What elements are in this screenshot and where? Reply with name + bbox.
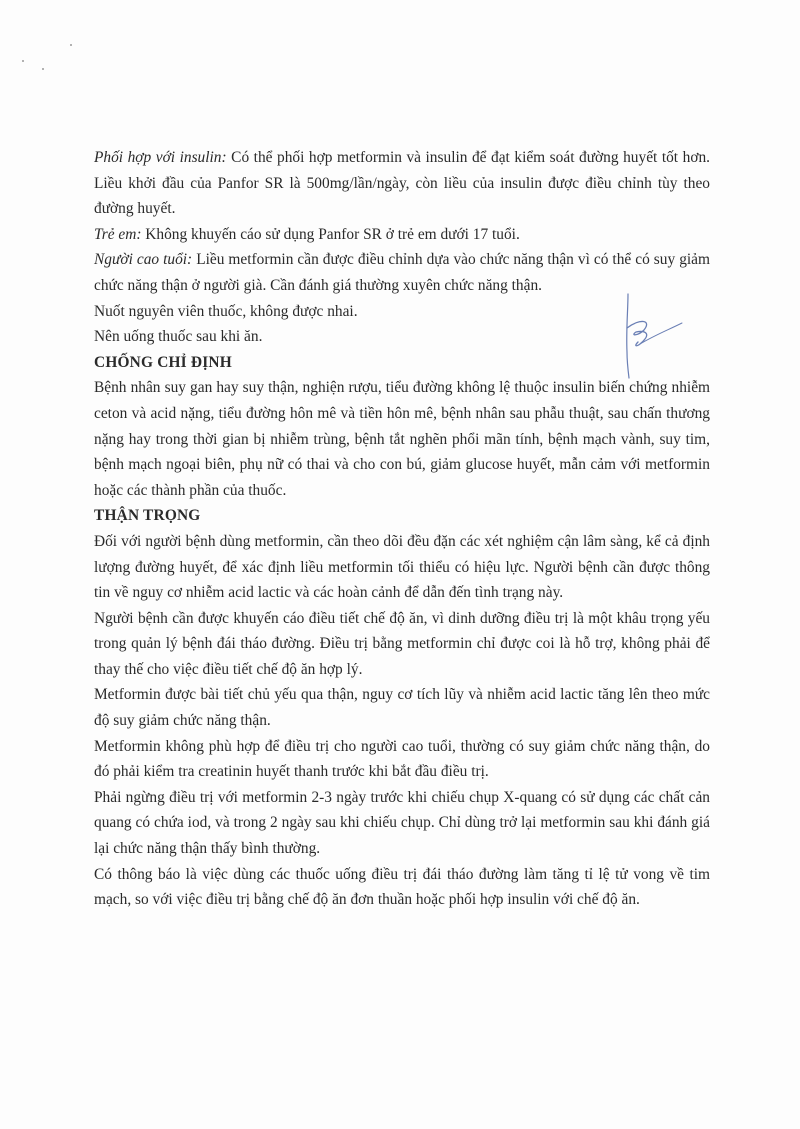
paragraph-after-meal: Nên uống thuốc sau khi ăn. (94, 328, 263, 346)
paragraph-text: Không khuyến cáo sử dụng Panfor SR ở trẻ em dưới 17 tuổi. (141, 225, 520, 243)
document-body (94, 145, 710, 913)
paragraph-insulin (94, 145, 710, 222)
paragraph-text: Liều metformin cần được điều chỉnh dựa vào chức năng thận vì có thể có suy giảm chức năng thận ở người già. Cần đánh giá thường xuyên chức năng thận. (94, 251, 710, 294)
paragraph-precaution: Đối với người bệnh dùng metformin, cần theo dõi đều đặn các xét nghiệm cận lâm sàng, kể cả định lượng đường huyết, để xác định liều metformin tối thiểu có hiệu lực. Người bệnh cần được thông tin về nguy cơ nhiễm acid lactic và các hoàn cảnh để dẫn đến tình trạng này. (94, 532, 710, 602)
scan-speck (42, 68, 44, 70)
paragraph-label: Trẻ em: (94, 225, 142, 243)
paragraph-precaution: Người bệnh cần được khuyến cáo điều tiết chế độ ăn, vì dinh dưỡng điều trị là một khâu trọng yếu trong quản lý bệnh đái tháo đường. Điều trị bằng metformin chỉ được coi là hỗ trợ, không phải để thay thế cho việc điều tiết chế độ ăn hợp lý. (94, 609, 710, 678)
paragraph-precaution: Metformin được bài tiết chủ yếu qua thận, nguy cơ tích lũy và nhiễm acid lactic tăng lên theo mức độ suy giảm chức năng thận. (94, 686, 710, 730)
paragraph-children (94, 222, 710, 248)
paragraph-precaution: Metformin không phù hợp để điều trị cho người cao tuổi, thường có suy giảm chức năng thận, do đó phải kiểm tra creatinin huyết thanh trước khi bắt đầu điều trị. (94, 737, 710, 781)
paragraph-swallow: Nuốt nguyên viên thuốc, không được nhai. (94, 302, 358, 320)
paragraph-label: Phối hợp với insulin: (94, 149, 227, 166)
paragraph-label: Người cao tuổi: (94, 251, 193, 269)
section-heading-precautions: THẬN TRỌNG (94, 507, 201, 525)
paragraph-precaution: Có thông báo là việc dùng các thuốc uống điều trị đái tháo đường làm tăng tỉ lệ tử vong về tim mạch, so với việc điều trị bằng chế độ ăn đơn thuần hoặc phối hợp insulin với chế độ ăn. (94, 865, 710, 909)
handwritten-signature (600, 290, 690, 380)
paragraph-contraindications: Bệnh nhân suy gan hay suy thận, nghiện rượu, tiểu đường không lệ thuộc insulin biến chứng nhiễm ceton và acid nặng, tiểu đường hôn mê và tiền hôn mê, bệnh nhân sau phẫu thuật, sau chấn thương nặng hay trong thời gian bị nhiễm trùng, bệnh tắt nghẽn phổi mãn tính, bệnh mạch vành, suy tim, bệnh mạch ngoại biên, phụ nữ có thai và cho con bú, giảm glucose huyết, mẫn cảm với metformin hoặc các thành phần của thuốc. (94, 379, 710, 499)
scan-speck (22, 60, 24, 62)
section-heading-contraindications: CHỐNG CHỈ ĐỊNH (94, 353, 232, 371)
paragraph-text: Có thể phối hợp metformin và insulin để đạt kiểm soát đường huyết tốt hơn. Liều khởi đầu của Panfor SR là 500mg/lần/ngày, còn liều của insulin được điều chỉnh tùy theo đường huyết. (94, 149, 710, 218)
scan-speck (70, 44, 72, 46)
paragraph-precaution: Phải ngừng điều trị với metformin 2-3 ngày trước khi chiếu chụp X-quang có sử dụng các chất cản quang có chứa iod, và trong 2 ngày sau khi chiếu chụp. Chỉ dùng trở lại metformin sau khi đánh giá lại chức năng thận thấy bình thường. (94, 788, 710, 858)
